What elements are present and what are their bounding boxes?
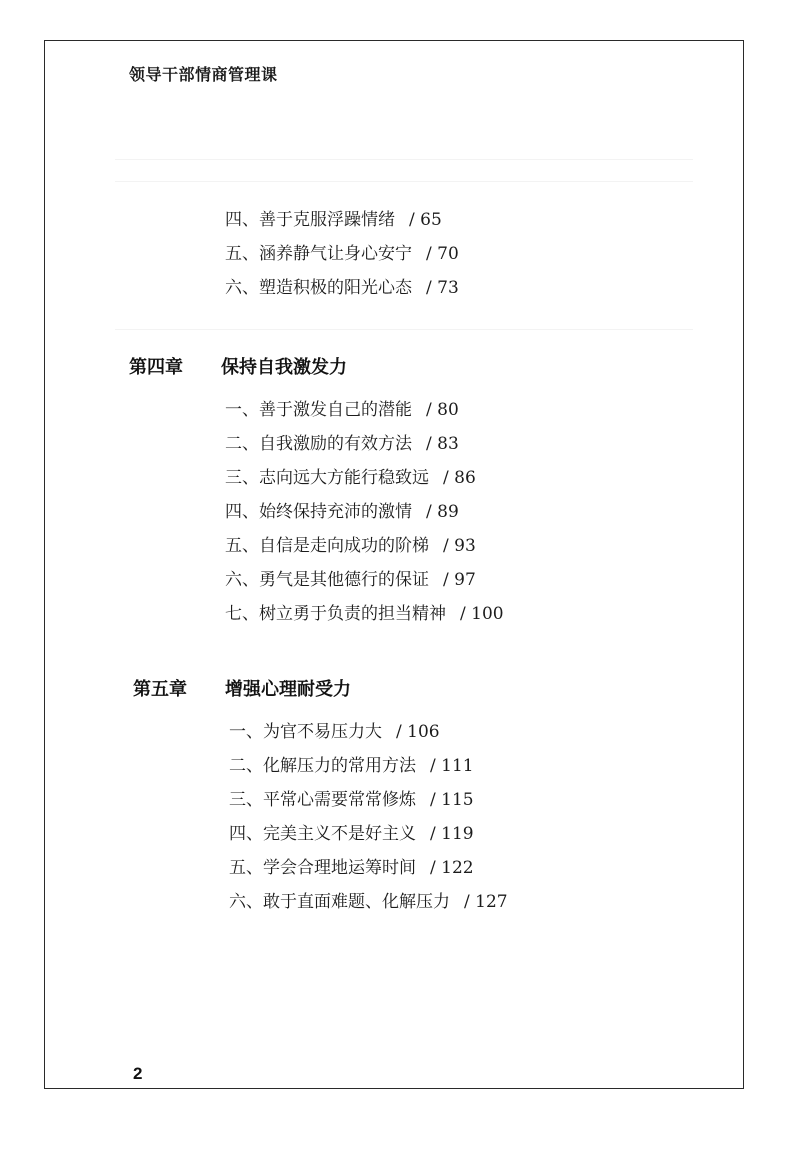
chapter-heading[interactable] bbox=[133, 675, 351, 701]
toc-entry[interactable] bbox=[229, 717, 440, 742]
entry-title: 四、善于克服浮躁情绪 bbox=[225, 210, 395, 230]
chapter-number: 第五章 bbox=[133, 679, 187, 700]
entry-title: 四、完美主义不是好主义 bbox=[229, 824, 416, 844]
entry-page: / 89 bbox=[426, 502, 459, 522]
page-number: 2 bbox=[133, 1064, 143, 1083]
toc-entry[interactable] bbox=[225, 273, 459, 298]
toc-entry[interactable] bbox=[225, 565, 476, 590]
entry-title: 六、敢于直面难题、化解压力 bbox=[229, 892, 450, 912]
entry-title: 三、平常心需要常常修炼 bbox=[229, 790, 416, 810]
entry-title: 二、自我激励的有效方法 bbox=[225, 434, 412, 454]
toc-entry[interactable] bbox=[225, 599, 504, 624]
toc-entry[interactable] bbox=[225, 429, 459, 454]
entry-page: / 115 bbox=[430, 790, 474, 810]
chapter-title: 增强心理耐受力 bbox=[225, 679, 351, 700]
chapter-number: 第四章 bbox=[129, 357, 183, 378]
toc-entry[interactable] bbox=[225, 239, 459, 264]
toc-entry[interactable] bbox=[225, 531, 476, 556]
entry-page: / 106 bbox=[396, 722, 440, 742]
entry-page: / 122 bbox=[430, 858, 474, 878]
toc-entry[interactable] bbox=[225, 497, 459, 522]
entry-page: / 100 bbox=[460, 604, 504, 624]
running-head: 领导干部情商管理课 bbox=[129, 65, 278, 84]
book-page bbox=[44, 40, 744, 1089]
entry-page: / 73 bbox=[426, 278, 459, 298]
entry-page: / 119 bbox=[430, 824, 474, 844]
entry-title: 五、自信是走向成功的阶梯 bbox=[225, 536, 429, 556]
show-through-line bbox=[115, 329, 693, 330]
entry-page: / 83 bbox=[426, 434, 459, 454]
entry-title: 一、为官不易压力大 bbox=[229, 722, 382, 742]
toc-entry[interactable] bbox=[229, 887, 508, 912]
entry-title: 五、涵养静气让身心安宁 bbox=[225, 244, 412, 264]
entry-title: 二、化解压力的常用方法 bbox=[229, 756, 416, 776]
toc-entry[interactable] bbox=[229, 853, 474, 878]
entry-page: / 86 bbox=[443, 468, 476, 488]
chapter-title: 保持自我激发力 bbox=[221, 357, 347, 378]
toc-entry[interactable] bbox=[225, 395, 459, 420]
show-through-line bbox=[115, 159, 693, 160]
entry-title: 一、善于激发自己的潜能 bbox=[225, 400, 412, 420]
entry-title: 四、始终保持充沛的激情 bbox=[225, 502, 412, 522]
entry-title: 六、塑造积极的阳光心态 bbox=[225, 278, 412, 298]
toc-entry[interactable] bbox=[229, 819, 474, 844]
entry-title: 五、学会合理地运筹时间 bbox=[229, 858, 416, 878]
entry-page: / 111 bbox=[430, 756, 474, 776]
entry-page: / 93 bbox=[443, 536, 476, 556]
entry-page: / 97 bbox=[443, 570, 476, 590]
toc-entry[interactable] bbox=[225, 205, 442, 230]
entry-title: 六、勇气是其他德行的保证 bbox=[225, 570, 429, 590]
toc-entry[interactable] bbox=[229, 785, 474, 810]
toc-entry[interactable] bbox=[225, 463, 476, 488]
entry-title: 三、志向远大方能行稳致远 bbox=[225, 468, 429, 488]
entry-page: / 70 bbox=[426, 244, 459, 264]
toc-entry[interactable] bbox=[229, 751, 474, 776]
entry-page: / 80 bbox=[426, 400, 459, 420]
show-through-line bbox=[115, 181, 693, 182]
entry-title: 七、树立勇于负责的担当精神 bbox=[225, 604, 446, 624]
entry-page: / 65 bbox=[409, 210, 442, 230]
chapter-heading[interactable] bbox=[129, 353, 347, 379]
entry-page: / 127 bbox=[464, 892, 508, 912]
